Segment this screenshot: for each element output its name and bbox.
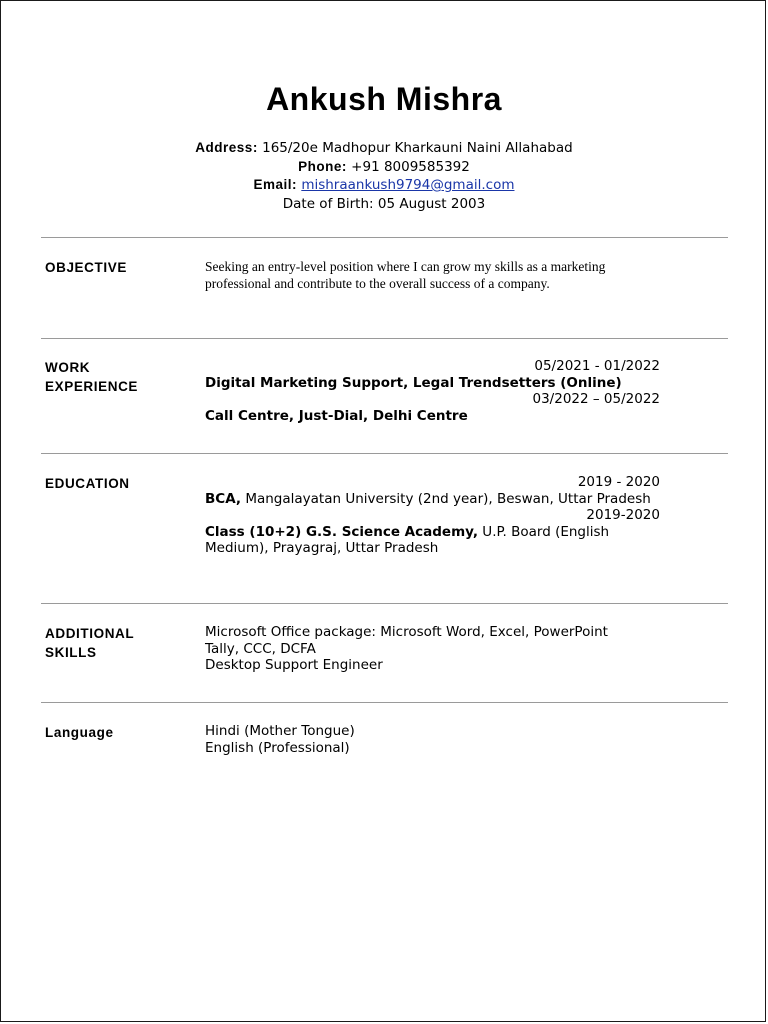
education-detail: U.P. Board (English Medium), Prayagraj, Uttar Pradesh — [205, 523, 610, 556]
education-degree: BCA, — [205, 490, 242, 507]
email-line — [1, 176, 767, 195]
language-heading: Language — [45, 725, 114, 740]
education-heading: EDUCATION — [45, 476, 130, 491]
education-dates: 2019-2020 — [586, 507, 660, 523]
education-detail: Mangalayatan University (2nd year), Beswan, Uttar Pradesh — [241, 490, 651, 507]
language-item: English (Professional) — [205, 739, 350, 756]
skills-label-line2: SKILLS — [45, 645, 97, 660]
dob-label: Date of Birth: — [282, 195, 374, 212]
job-title: Call Centre, Just-Dial, Delhi Centre — [205, 407, 468, 424]
candidate-name: Ankush Mishra — [266, 81, 502, 117]
work-experience-heading — [45, 358, 195, 396]
divider — [41, 702, 728, 703]
phone-value: +91 8009585392 — [351, 158, 470, 175]
skills-label-line1: ADDITIONAL — [45, 626, 135, 641]
divider — [41, 603, 728, 604]
objective-text: Seeking an entry-level position where I can grow my skills as a marketing professional and contribute to the overall success of a company. — [205, 259, 606, 291]
divider — [41, 338, 728, 339]
contact-block — [1, 139, 767, 213]
work-label-line2: EXPERIENCE — [45, 379, 139, 394]
phone-line — [1, 158, 767, 177]
education-dates: 2019 - 2020 — [577, 474, 660, 490]
skill-item: Tally, CCC, DCFA — [205, 640, 316, 657]
skill-item: Desktop Support Engineer — [205, 657, 383, 673]
language-item: Hindi (Mother Tongue) — [205, 723, 355, 739]
work-label-line1: WORK — [45, 360, 91, 375]
skills-list — [205, 624, 660, 674]
language-list — [205, 723, 660, 756]
dob-value: 05 August 2003 — [377, 195, 486, 212]
email-link[interactable]: mishraankush9794@gmail.com — [301, 177, 515, 193]
education-degree: Class (10+2) G.S. Science Academy, — [205, 523, 479, 540]
job-dates: 05/2021 - 01/2022 — [534, 358, 660, 374]
skill-item: Microsoft Office package: Microsoft Word, Excel, PowerPoint — [205, 624, 608, 640]
email-label: Email: — [253, 177, 298, 192]
job-title: Digital Marketing Support, Legal Trendsetters (Online) — [205, 374, 622, 391]
divider — [41, 237, 728, 238]
work-experience-list — [205, 358, 660, 424]
address-line — [1, 139, 767, 158]
education-list — [205, 474, 660, 557]
education-entry — [205, 524, 660, 557]
dob-line — [1, 195, 767, 214]
skills-heading — [45, 624, 195, 662]
job-dates: 03/2022 – 05/2022 — [532, 391, 660, 407]
education-entry — [205, 491, 660, 508]
divider — [41, 453, 728, 454]
address-value: 165/20e Madhopur Kharkauni Naini Allahabad — [262, 140, 573, 156]
address-label: Address: — [195, 140, 258, 155]
phone-label: Phone: — [298, 158, 347, 174]
objective-heading: OBJECTIVE — [45, 260, 127, 275]
